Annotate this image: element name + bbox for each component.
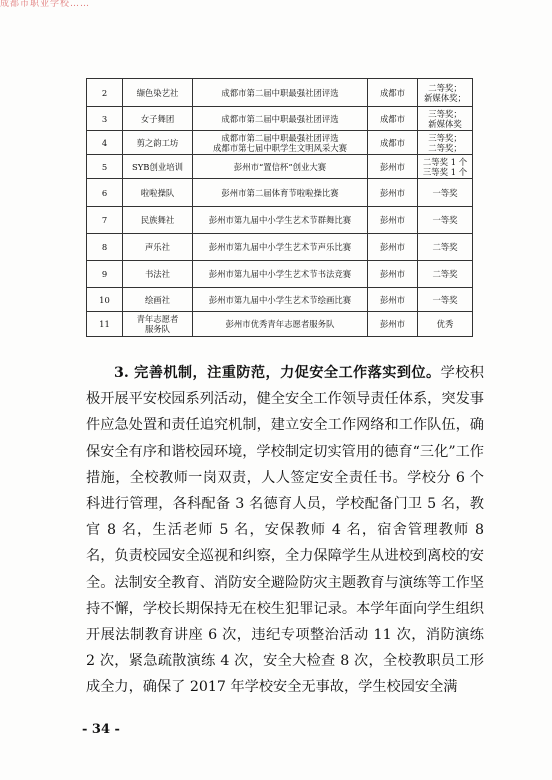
cell-award: 优秀 [418, 312, 473, 337]
cell-no: 8 [87, 234, 123, 261]
table-row [87, 312, 473, 337]
cell-event: 成都市第二届中职最强社团评选 成都市第七届中职学生文明风采大赛 [193, 131, 368, 155]
table-row [87, 155, 473, 179]
cell-award: 二等奖； 新媒体奖； [418, 79, 473, 107]
cell-award: 一等奖 [418, 288, 473, 312]
cell-club: 民族舞社 [123, 207, 193, 234]
cell-club: 女子舞团 [123, 107, 193, 131]
table-row [87, 234, 473, 261]
cell-award: 二等奖 [418, 234, 473, 261]
cell-award: 一等奖 [418, 207, 473, 234]
cell-no: 11 [87, 312, 123, 337]
cell-event: 成都市第二届中职最强社团评选 [193, 79, 368, 107]
cell-club: 声乐社 [123, 234, 193, 261]
cell-award: 三等奖； 新媒体奖 [418, 107, 473, 131]
cell-event: 彭州市“置信杯”创业大赛 [193, 155, 368, 179]
cell-club: 绘画社 [123, 288, 193, 312]
cell-club: 缬色染艺社 [123, 79, 193, 107]
cell-club: SYB创业培训 [123, 155, 193, 179]
body-paragraph [86, 360, 484, 701]
cell-area: 成都市 [368, 79, 418, 107]
cell-no: 4 [87, 131, 123, 155]
table-row [87, 179, 473, 207]
cell-area: 彭州市 [368, 234, 418, 261]
awards-table [86, 78, 473, 337]
cell-area: 彭州市 [368, 312, 418, 337]
cell-event: 成都市第二届中职最强社团评选 [193, 107, 368, 131]
cell-club: 剪之韵工坊 [123, 131, 193, 155]
table-row [87, 288, 473, 312]
header-strip: 成都市职业学校…… [0, 0, 91, 9]
table-row [87, 107, 473, 131]
cell-event: 彭州市第九届中小学生艺术节声乐比赛 [193, 234, 368, 261]
table-row [87, 131, 473, 155]
cell-award: 二等奖 1 个 三等奖 1 个 [418, 155, 473, 179]
cell-event: 彭州市优秀青年志愿者服务队 [193, 312, 368, 337]
page-number: - 34 - [82, 722, 120, 737]
cell-event: 彭州市第二届体育节啦啦操比赛 [193, 179, 368, 207]
cell-club: 书法社 [123, 261, 193, 288]
table-row [87, 261, 473, 288]
cell-club: 啦啦操队 [123, 179, 193, 207]
cell-event: 彭州市第九届中小学生艺术节绘画比赛 [193, 288, 368, 312]
cell-area: 彭州市 [368, 288, 418, 312]
cell-area: 彭州市 [368, 155, 418, 179]
cell-club: 青年志愿者 服务队 [123, 312, 193, 337]
paragraph-text: 学校积极开展平安校园系列活动，健全安全工作领导责任体系，突发事件应急处置和责任追究机制，建立安全工作网络和工作队伍，确保安全有序和谐校园环境，学校制定切实管用的德育“三化”工作措施，全校教师一岗双责，人人签定安全责任书。学校分 6 个科进行管理，各科配备 3 名德育人员，学校配备门卫 5 名，教官 8 名，生活老师 5 名，安保教师 4 名，宿舍管理教师 8 名，负责校园安全巡视和纠察，全力保障学生从进校到离校的安全。法制安全教育、消防安全避险防灾主题教育与演练等工作坚持不懈，学校长期保持无在校生犯罪记录。本学年面向学生组织开展法制教育讲座 6 次，违纪专项整治活动 11 次，消防演练 2 次，紧急疏散演练 4 次，安全大检查 8 次，全校教职员工形成全力，确保了 2017 年学校安全无事故，学生校园安全满 [86, 365, 484, 696]
cell-no: 3 [87, 107, 123, 131]
cell-no: 7 [87, 207, 123, 234]
cell-no: 9 [87, 261, 123, 288]
cell-no: 10 [87, 288, 123, 312]
cell-award: 一等奖 [418, 179, 473, 207]
cell-award: 二等奖 [418, 261, 473, 288]
cell-no: 6 [87, 179, 123, 207]
paragraph-lead: 3. 完善机制，注重防范，力促安全工作落实到位。 [114, 365, 441, 381]
table-row [87, 79, 473, 107]
cell-area: 成都市 [368, 131, 418, 155]
cell-no: 5 [87, 155, 123, 179]
cell-area: 彭州市 [368, 207, 418, 234]
cell-award: 三等奖； 二等奖； [418, 131, 473, 155]
cell-area: 彭州市 [368, 261, 418, 288]
awards-table-body [87, 79, 473, 337]
cell-event: 彭州市第九届中小学生艺术节书法竞赛 [193, 261, 368, 288]
cell-no: 2 [87, 79, 123, 107]
cell-event: 彭州市第九届中小学生艺术节群舞比赛 [193, 207, 368, 234]
cell-area: 彭州市 [368, 179, 418, 207]
cell-area: 成都市 [368, 107, 418, 131]
table-row [87, 207, 473, 234]
